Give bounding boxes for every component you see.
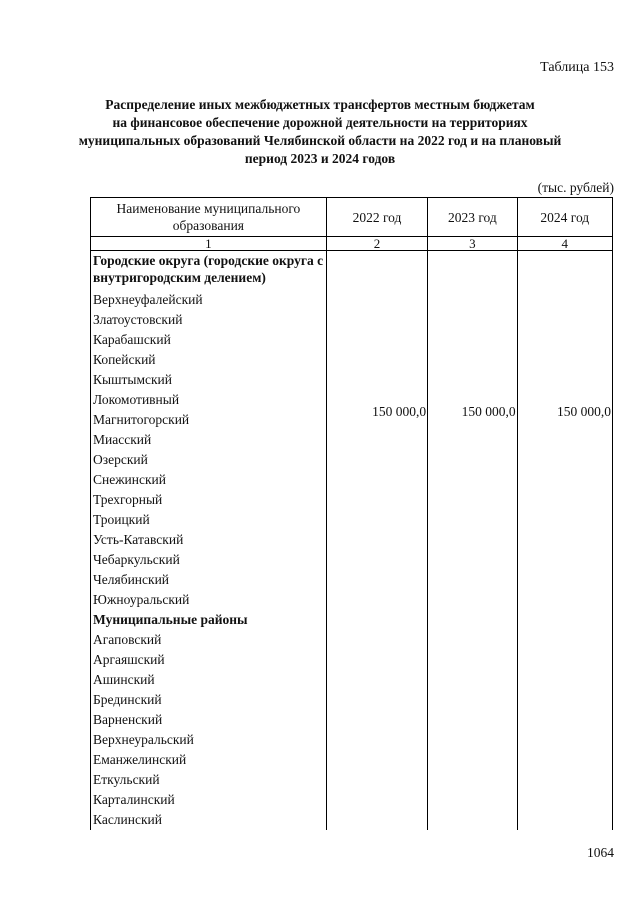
- municipality-name: Карабашский: [93, 332, 171, 347]
- municipality-name: Еманжелинский: [93, 752, 187, 767]
- municipality-name: Магнитогорский: [93, 412, 190, 427]
- municipality-name: Озерский: [93, 452, 148, 467]
- table-body-row: [91, 251, 613, 831]
- header-2024: 2024 год: [517, 198, 612, 237]
- municipality-name: Южноуральский: [93, 592, 190, 607]
- column-number: 1: [91, 237, 327, 251]
- municipality-name: Миасский: [93, 432, 152, 447]
- header-row: [91, 198, 613, 237]
- municipality-name: Аргаяшский: [93, 652, 165, 667]
- value-2024: 150 000,0: [517, 251, 612, 831]
- municipality-name: Златоустовский: [93, 312, 183, 327]
- header-2023: 2023 год: [428, 198, 517, 237]
- municipality-names-cell: [91, 251, 327, 831]
- value-2023: 150 000,0: [428, 251, 517, 831]
- municipality-name: Еткульский: [93, 772, 160, 787]
- municipality-name: Локомотивный: [93, 392, 180, 407]
- municipality-name: Карталинский: [93, 792, 175, 807]
- title-line: Распределение иных межбюджетных трансфертов местным бюджетам: [105, 97, 535, 112]
- header-name: Наименование муниципального образования: [91, 198, 327, 237]
- value-2022: 150 000,0: [326, 251, 427, 831]
- municipality-name: Верхнеуральский: [93, 732, 194, 747]
- page-number: 1064: [587, 845, 614, 860]
- municipality-name: Агаповский: [93, 632, 162, 647]
- column-number: 2: [326, 237, 427, 251]
- municipality-name: Троицкий: [93, 512, 150, 527]
- municipality-name: Усть-Катавский: [93, 532, 184, 547]
- municipality-name: Брединский: [93, 692, 162, 707]
- header-2022: 2022 год: [326, 198, 427, 237]
- table-label: Таблица 153: [540, 60, 614, 75]
- municipality-name: Кыштымский: [93, 372, 172, 387]
- title-line: муниципальных образований Челябинской области на 2022 год и на плановый: [78, 133, 562, 148]
- municipality-name: Копейский: [93, 352, 156, 367]
- title-line: период 2023 и 2024 годов: [244, 151, 396, 166]
- municipality-name: Каслинский: [93, 812, 162, 827]
- municipality-name: Снежинский: [93, 472, 166, 487]
- municipality-name: Варненский: [93, 712, 163, 727]
- transfers-table: [90, 197, 613, 830]
- municipality-name: Ашинский: [93, 672, 155, 687]
- municipality-name: Верхнеуфалейский: [93, 292, 203, 307]
- group-heading: Муниципальные районы: [93, 612, 248, 627]
- municipality-name: Трехгорный: [93, 492, 163, 507]
- units-note: (тыс. рублей): [537, 180, 614, 195]
- document-title: [0, 96, 640, 168]
- column-number: 4: [517, 237, 612, 251]
- municipality-name: Челябинский: [93, 572, 170, 587]
- municipality-name: Чебаркульский: [93, 552, 180, 567]
- group-heading: Городские округа (городские округа с внутригородским делением): [93, 253, 324, 285]
- column-number: 3: [428, 237, 517, 251]
- column-number-row: [91, 237, 613, 251]
- title-line: на финансовое обеспечение дорожной деятельности на территориях: [112, 115, 528, 130]
